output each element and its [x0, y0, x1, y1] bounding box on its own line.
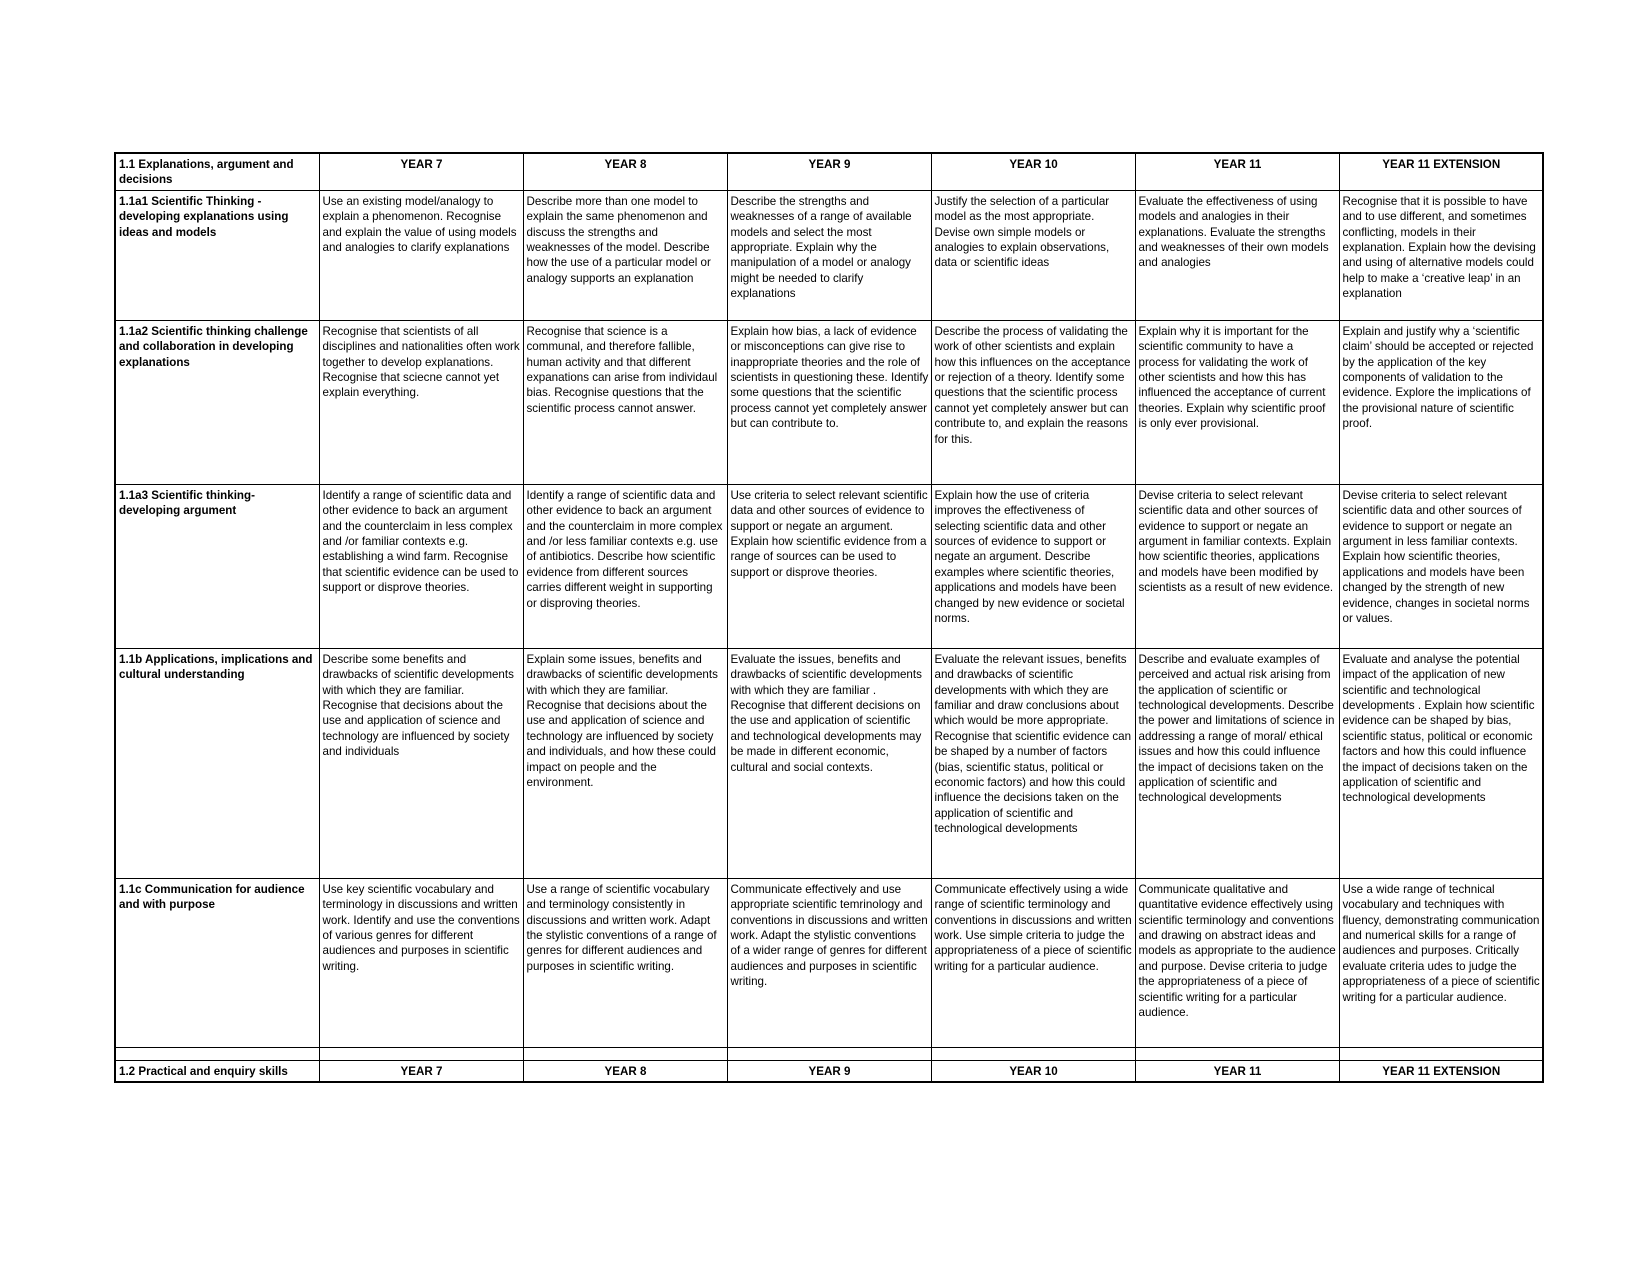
table-cell: Justify the selection of a particular model as the most appropriate. Devise own simple models or analogies to explain observations, data or scientific ideas — [931, 190, 1135, 320]
table-cell: Use an existing model/analogy to explain a phenomenon. Recognise and explain the value of using models and analogies to clarify explanations — [319, 190, 523, 320]
empty-cell — [1339, 1047, 1543, 1060]
empty-cell — [319, 1047, 523, 1060]
next-section-header-row — [115, 1060, 1543, 1082]
curriculum-sheet — [114, 152, 1538, 1083]
column-header: YEAR 10 — [931, 153, 1135, 190]
row-heading: 1.1b Applications, implications and cultural understanding — [115, 648, 319, 878]
table-cell: Identify a range of scientific data and other evidence to back an argument and the counterclaim in more complex and /or less familiar contexts e.g. use of antibiotics. Describe how scientific evidence from different sources carries different weight in supporting or disproving theories. — [523, 484, 727, 648]
column-header: YEAR 11 — [1135, 153, 1339, 190]
section-heading: 1.2 Practical and enquiry skills — [115, 1060, 319, 1082]
row-heading: 1.1a3 Scientific thinking- developing argument — [115, 484, 319, 648]
table-row — [115, 190, 1543, 320]
table-cell: Recognise that science is a communal, and therefore fallible, human activity and that different expanations can arise from individaul bias. Recognise questions that the scientific process cannot answer. — [523, 320, 727, 484]
table-cell: Explain and justify why a ‘scientific claim’ should be accepted or rejected by the application of the key components of validation to the evidence. Explore the implications of the provisional nature of scientific proof. — [1339, 320, 1543, 484]
row-heading: 1.1a1 Scientific Thinking - developing explanations using ideas and models — [115, 190, 319, 320]
table-cell: Recognise that it is possible to have and to use different, and sometimes conflicting, models in their explanation. Explain how the devising and using of alternative models could help to make a ‘creative leap’ in an explanation — [1339, 190, 1543, 320]
empty-cell — [115, 1047, 319, 1060]
section-heading: 1.1 Explanations, argument and decisions — [115, 153, 319, 190]
table-header-row — [115, 153, 1543, 190]
column-header: YEAR 10 — [931, 1060, 1135, 1082]
table-cell: Describe and evaluate examples of perceived and actual risk arising from the application of scientific or technological developments. Describe the power and limitations of science in addressing a range of moral/ ethical issues and how this could influence the impact of decisions taken on the application of scientific and technological developments — [1135, 648, 1339, 878]
table-cell: Explain why it is important for the scientific community to have a process for validating the work of other scientists and how this has influenced the acceptance of current theories. Explain why scientific proof is only ever provisional. — [1135, 320, 1339, 484]
table-cell: Communicate effectively using a wide range of scientific terminology and conventions in discussions and written work. Use simple criteria to judge the appropriateness of a piece of scientific writing for a particular audience. — [931, 878, 1135, 1047]
table-cell: Describe more than one model to explain the same phenomenon and discuss the strengths and weaknesses of the model. Describe how the use of a particular model or analogy supports an explanation — [523, 190, 727, 320]
table-cell: Use criteria to select relevant scientific data and other sources of evidence to support or negate an argument. Explain how scientific evidence from a range of sources can be used to support or disprove theories. — [727, 484, 931, 648]
table-cell: Explain how the use of criteria improves the effectiveness of selecting scientific data and other sources of evidence to support or negate an argument. Describe examples where scientific theories, applications and models have been changed by new evidence or societal norms. — [931, 484, 1135, 648]
table-row — [115, 878, 1543, 1047]
table-cell: Communicate effectively and use appropriate scientific temrinology and conventions in discussions and written work. Adapt the stylistic conventions of a wider range of genres for different audiences and purposes in scientific writing. — [727, 878, 931, 1047]
column-header: YEAR 8 — [523, 1060, 727, 1082]
table-cell: Recognise that scientists of all disciplines and nationalities often work together to develop explanations. Recognise that sciecne cannot yet explain everything. — [319, 320, 523, 484]
column-header: YEAR 8 — [523, 153, 727, 190]
spacer-row — [115, 1047, 1543, 1060]
column-header: YEAR 11 — [1135, 1060, 1339, 1082]
table-cell: Use a range of scientific vocabulary and terminology consistently in discussions and written work. Adapt the stylistic conventions of a range of genres for different audiences and purposes in scientific writing. — [523, 878, 727, 1047]
table-row — [115, 648, 1543, 878]
table-cell: Evaluate the relevant issues, benefits and drawbacks of scientific developments with which they are familiar and draw conclusions about which would be more appropriate. Recognise that scientific evidence can be shaped by a number of factors (bias, scientific status, political or economic factors) and how this could influence the decisions taken on the application of scientific and technological developments — [931, 648, 1135, 878]
empty-cell — [931, 1047, 1135, 1060]
empty-cell — [727, 1047, 931, 1060]
table-cell: Describe the process of validating the work of other scientists and explain how this influences on the acceptance or rejection of a theory. Identify some questions that the scientific process cannot yet completely answer but can contribute to, and explain the reasons for this. — [931, 320, 1135, 484]
column-header: YEAR 9 — [727, 153, 931, 190]
empty-cell — [523, 1047, 727, 1060]
table-cell: Evaluate the effectiveness of using models and analogies in their explanations. Evaluate the strengths and weaknesses of their own models and analogies — [1135, 190, 1339, 320]
row-heading: 1.1c Communication for audience and with purpose — [115, 878, 319, 1047]
column-header: YEAR 11 EXTENSION — [1339, 1060, 1543, 1082]
table-cell: Evaluate and analyse the potential impact of the application of new scientific and technological developments . Explain how scientific evidence can be shaped by bias, scientific status, political or economic factors and how this could influence the impact of decisions taken on the application of scientific and technological developments — [1339, 648, 1543, 878]
table-row — [115, 484, 1543, 648]
row-heading: 1.1a2 Scientific thinking challenge and collaboration in developing explanations — [115, 320, 319, 484]
table-cell: Identify a range of scientific data and other evidence to back an argument and the counterclaim in less complex and /or familiar contexts e.g. establishing a wind farm. Recognise that scientific evidence can be used to support or disprove theories. — [319, 484, 523, 648]
table-cell: Explain some issues, benefits and drawbacks of scientific developments with which they are familiar. Recognise that decisions about the use and application of science and technology are influenced by society and individuals, and how these could impact on people and the environment. — [523, 648, 727, 878]
table-cell: Evaluate the issues, benefits and drawbacks of scientific developments with which they are familiar . Recognise that different decisions on the use and application of scientific and technological developments may be made in different economic, cultural and social contexts. — [727, 648, 931, 878]
empty-cell — [1135, 1047, 1339, 1060]
table-cell: Describe the strengths and weaknesses of a range of available models and select the most appropriate. Explain why the manipulation of a model or analogy might be needed to clarify explanations — [727, 190, 931, 320]
table-cell: Describe some benefits and drawbacks of scientific developments with which they are familiar. Recognise that decisions about the use and application of science and technology are influenced by society and individuals — [319, 648, 523, 878]
skills-table — [114, 152, 1544, 1083]
column-header: YEAR 11 EXTENSION — [1339, 153, 1543, 190]
table-cell: Devise criteria to select relevant scientific data and other sources of evidence to support or negate an argument in familiar contexts. Explain how scientific theories, applications and models have been modified by scientists as a result of new evidence. — [1135, 484, 1339, 648]
table-cell: Explain how bias, a lack of evidence or misconceptions can give rise to inappropriate theories and the role of scientists in questioning these. Identify some questions that the scientific process cannot yet completely answer but can contribute to. — [727, 320, 931, 484]
table-cell: Devise criteria to select relevant scientific data and other sources of evidence to support or negate an argument in less familiar contexts. Explain how scientific theories, applications and models have been changed by the strength of new evidence, changes in societal norms or values. — [1339, 484, 1543, 648]
column-header: YEAR 7 — [319, 153, 523, 190]
table-cell: Communicate qualitative and quantitative evidence effectively using scientific terminology and conventions and drawing on abstract ideas and models as appropriate to the audience and purpose. Devise criteria to judge the appropriateness of a piece of scientific writing for a particular audience. — [1135, 878, 1339, 1047]
table-row — [115, 320, 1543, 484]
table-cell: Use key scientific vocabulary and terminology in discussions and written work. Identify and use the conventions of various genres for different audiences and purposes in scientific writing. — [319, 878, 523, 1047]
table-cell: Use a wide range of technical vocabulary and techniques with fluency, demonstrating communication and numerical skills for a range of audiences and purposes. Critically evaluate criteria udes to judge the appropriateness of a piece of scientific writing for a particular audience. — [1339, 878, 1543, 1047]
column-header: YEAR 9 — [727, 1060, 931, 1082]
column-header: YEAR 7 — [319, 1060, 523, 1082]
